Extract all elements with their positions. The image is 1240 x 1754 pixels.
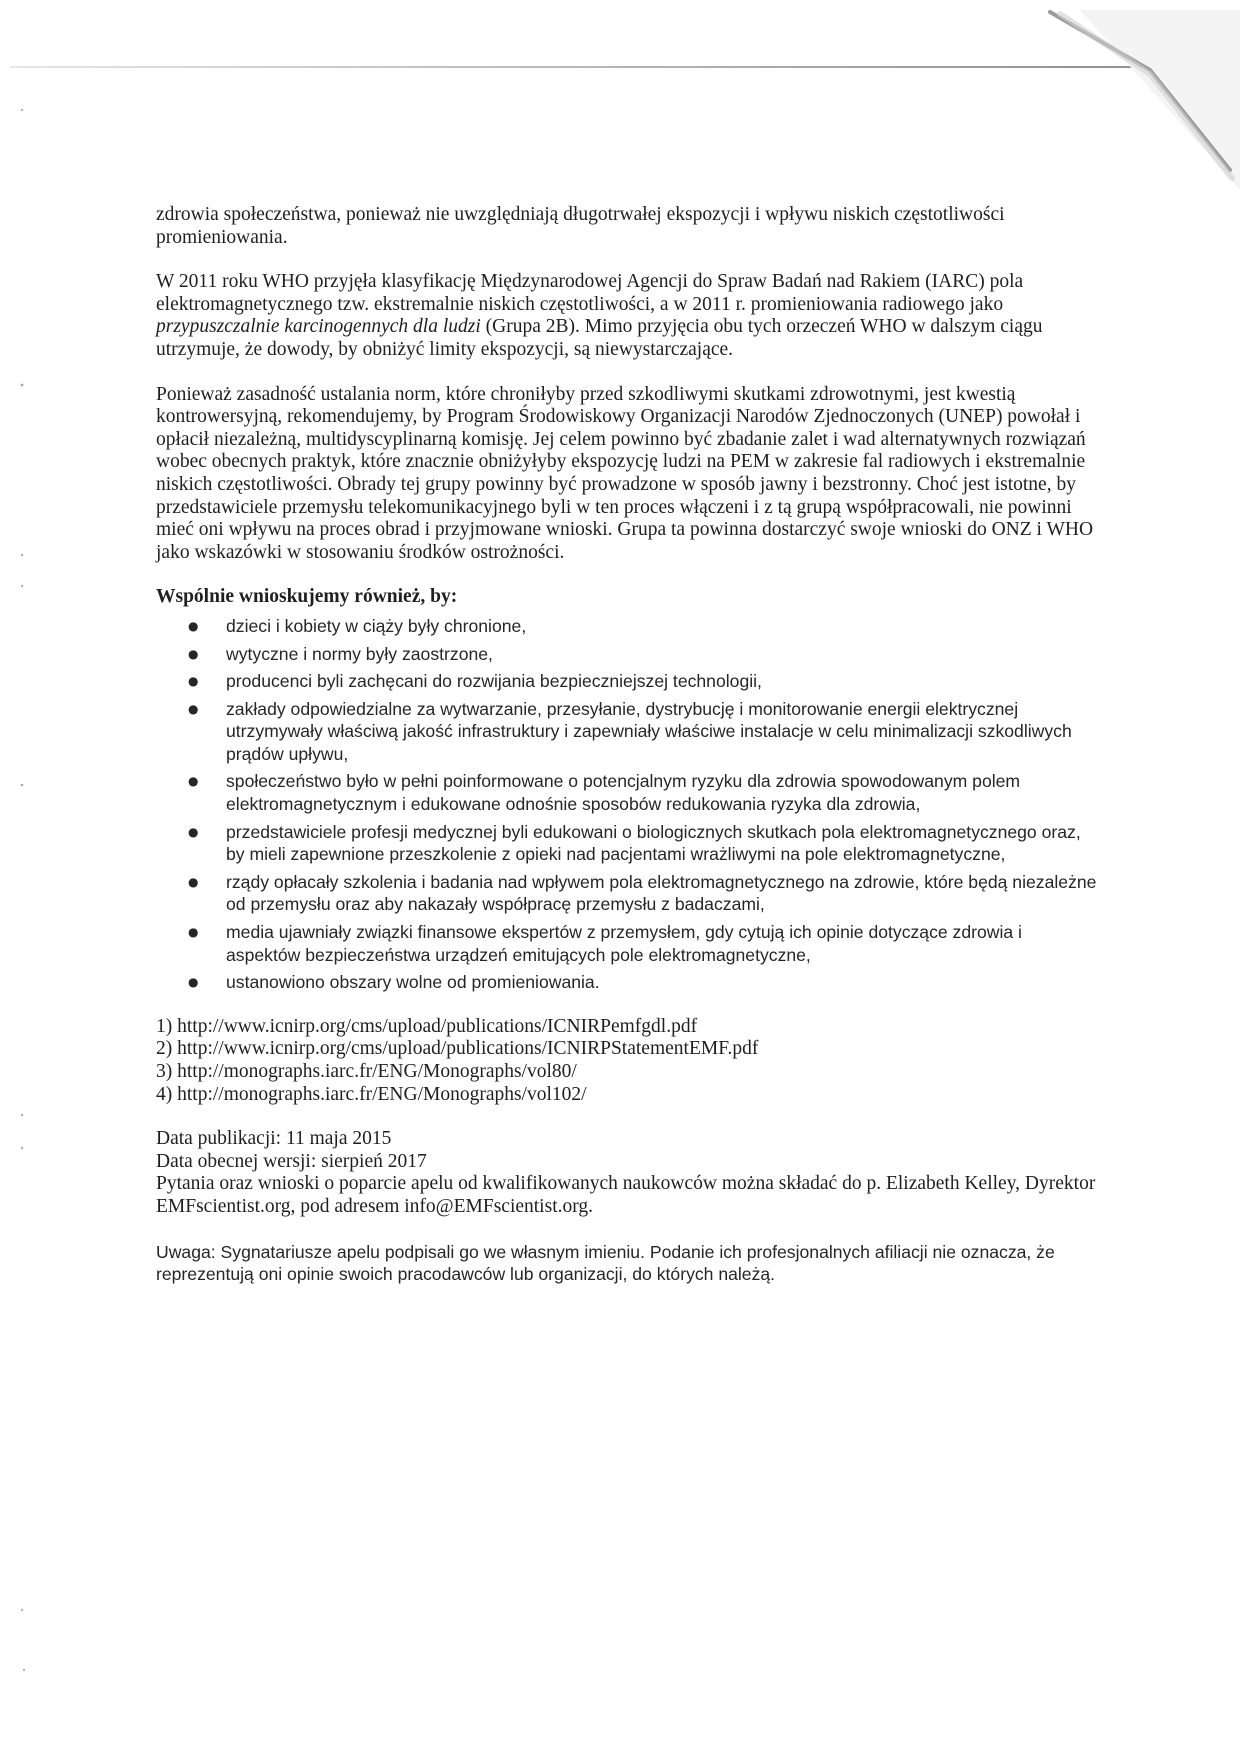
list-item: [156, 670, 1100, 693]
reference-link: 2) http://www.icnirp.org/cms/upload/publications/ICNIRPStatementEMF.pdf: [156, 1038, 759, 1060]
paragraph-who-italic-phrase: przypuszczalnie karcinogennych dla ludzi: [156, 316, 481, 338]
publication-date: Data publikacji: 11 maja 2015: [156, 1128, 392, 1150]
paragraph-who-text-start: W 2011 roku WHO przyjęła klasyfikację Międzynarodowej Agencji do Spraw Badań nad Rakiem (IARC) pola elektromagnetycznego tzw. ekstremalnie niskich częstotliwości, a w 2011 r. promieniowania radiowego jako: [156, 271, 1024, 315]
list-item: [156, 615, 1100, 638]
references-list: [156, 1016, 1100, 1106]
list-item: [156, 971, 1100, 994]
list-item: [156, 698, 1100, 766]
contact-info: Pytania oraz wnioski o poparcie apelu od kwalifikowanych naukowców można składać do p. Elizabeth Kelley, Dyrektor EMFscientist.org, pod adresem info@EMFscientist.org.: [156, 1173, 1096, 1217]
bullet-icon: ●: [188, 674, 199, 689]
list-item-text: społeczeństwo było w pełni poinformowane o potencjalnym ryzyku dla zdrowia spowodowanym polem elektromagnetycznym i edukowane odnośnie sposobów redukowania ryzyka dla zdrowia,: [226, 771, 1021, 815]
list-item: [156, 921, 1100, 966]
folded-corner-mark: [1000, 0, 1240, 220]
bullet-icon: ●: [188, 701, 199, 716]
paragraph-unep-recommendation: Ponieważ zasadność ustalania norm, które chroniłyby przed szkodliwymi skutkami zdrowotnymi, jest kwestią kontrowersyjną, rekomendujemy, by Program Środowiskowy Organizacji Narodów Zjednoczonych (UNEP) powołał i opłacił niezależną, multidyscyplinarną komisję. Jej celem powinno być zbadanie zalet i wad alternatywnych rozwiązań wobec obecnych praktyk, które znacznie obniżyłyby ekspozycję ludzi na PEM w zakresie fal radiowych i ekstremalnie niskich częstotliwości. Obrady tej grupy powinny być prowadzone w sposób jawny i bezstronny. Choć jest istotne, by przedstawiciele przemysłu telekomunikacyjnego byli w ten proces włączeni i z tą grupą współpracowali, nie powinni mieć oni wpływu na proces obrad i przyjmowane wnioski. Grupa ta powinna dostarczyć swoje wnioski do ONZ i WHO jako wskazówki w stosowaniu środków ostrożności.: [156, 383, 1094, 563]
list-item-text: producenci byli zachęcani do rozwijania bezpieczniejszej technologii,: [226, 671, 762, 692]
publication-metadata: [156, 1128, 1100, 1218]
list-item: [156, 643, 1100, 666]
bullet-icon: ●: [188, 774, 199, 789]
bullet-icon: ●: [188, 975, 199, 990]
paragraph-who-classification: [156, 271, 1100, 361]
list-item: [156, 821, 1100, 866]
list-item-text: rządy opłacały szkolenia i badania nad wpływem pola elektromagnetycznego na zdrowie, które będą niezależne od przemysłu oraz aby nakazały współpracę przemysłu z badaczami,: [226, 871, 1097, 915]
list-item: [156, 770, 1100, 815]
list-item-text: przedstawiciele profesji medycznej byli edukowani o biologicznych skutkach pola elektromagnetycznego oraz, by mieli zapewnione przeszkolenie z opieki nad pacjentami wrażliwymi na pole elektromagnetyczne,: [226, 821, 1081, 865]
demands-heading: Wspólnie wnioskujemy również, by:: [156, 586, 458, 608]
list-item-text: media ujawniały związki finansowe ekspertów z przemysłem, gdy cytują ich opinie dotyczące zdrowia i aspektów bezpieczeństwa urządzeń emitujących pole elektromagnetyczne,: [226, 922, 1022, 965]
bullet-icon: ●: [188, 618, 199, 633]
list-item-text: zakłady odpowiedzialne za wytwarzanie, przesyłanie, dystrybucję i monitorowanie energii elektrycznej utrzymywały właściwą jakość infrastruktury i zapewniały właściwe instalacje w celu minimalizacji szkodliwych prądów upływu,: [226, 698, 1072, 764]
signatories-note: Uwaga: Sygnatariusze apelu podpisali go we własnym imieniu. Podanie ich profesjonalnych afiliacji nie oznacza, że reprezentują oni opinie swoich pracodawców lub organizacji, do których należą.: [156, 1241, 1055, 1285]
reference-link: 3) http://monographs.iarc.fr/ENG/Monographs/vol80/: [156, 1061, 577, 1082]
bullet-icon: ●: [188, 874, 199, 889]
list-item-text: dzieci i kobiety w ciąży były chronione,: [226, 615, 527, 636]
demands-list: [156, 615, 1100, 994]
bullet-icon: ●: [188, 646, 199, 661]
list-item-text: wytyczne i normy były zaostrzone,: [226, 643, 493, 664]
paragraph-health-continuation: zdrowia społeczeństwa, ponieważ nie uwzględniają długotrwałej ekspozycji i wpływu niskich częstotliwości promieniowania.: [156, 204, 1005, 248]
bullet-icon: ●: [188, 925, 199, 940]
paragraph-who-text-end: (Grupa 2B). Mimo przyjęcia obu tych orzeczeń WHO w dalszym ciągu utrzymuje, że dowody, by obniżyć limity ekspozycji, są niewystarczające.: [156, 316, 1043, 360]
scan-margin-specks: [0, 0, 40, 1754]
document-body: [156, 204, 1100, 1286]
list-item: [156, 871, 1100, 916]
reference-link: 4) http://monographs.iarc.fr/ENG/Monographs/vol102/: [156, 1083, 587, 1105]
list-item-text: ustanowiono obszary wolne od promieniowania.: [226, 972, 600, 993]
bullet-icon: ●: [188, 824, 199, 839]
reference-link: 1) http://www.icnirp.org/cms/upload/publications/ICNIRPemfgdl.pdf: [156, 1015, 698, 1037]
current-version-date: Data obecnej wersji: sierpień 2017: [156, 1150, 427, 1172]
